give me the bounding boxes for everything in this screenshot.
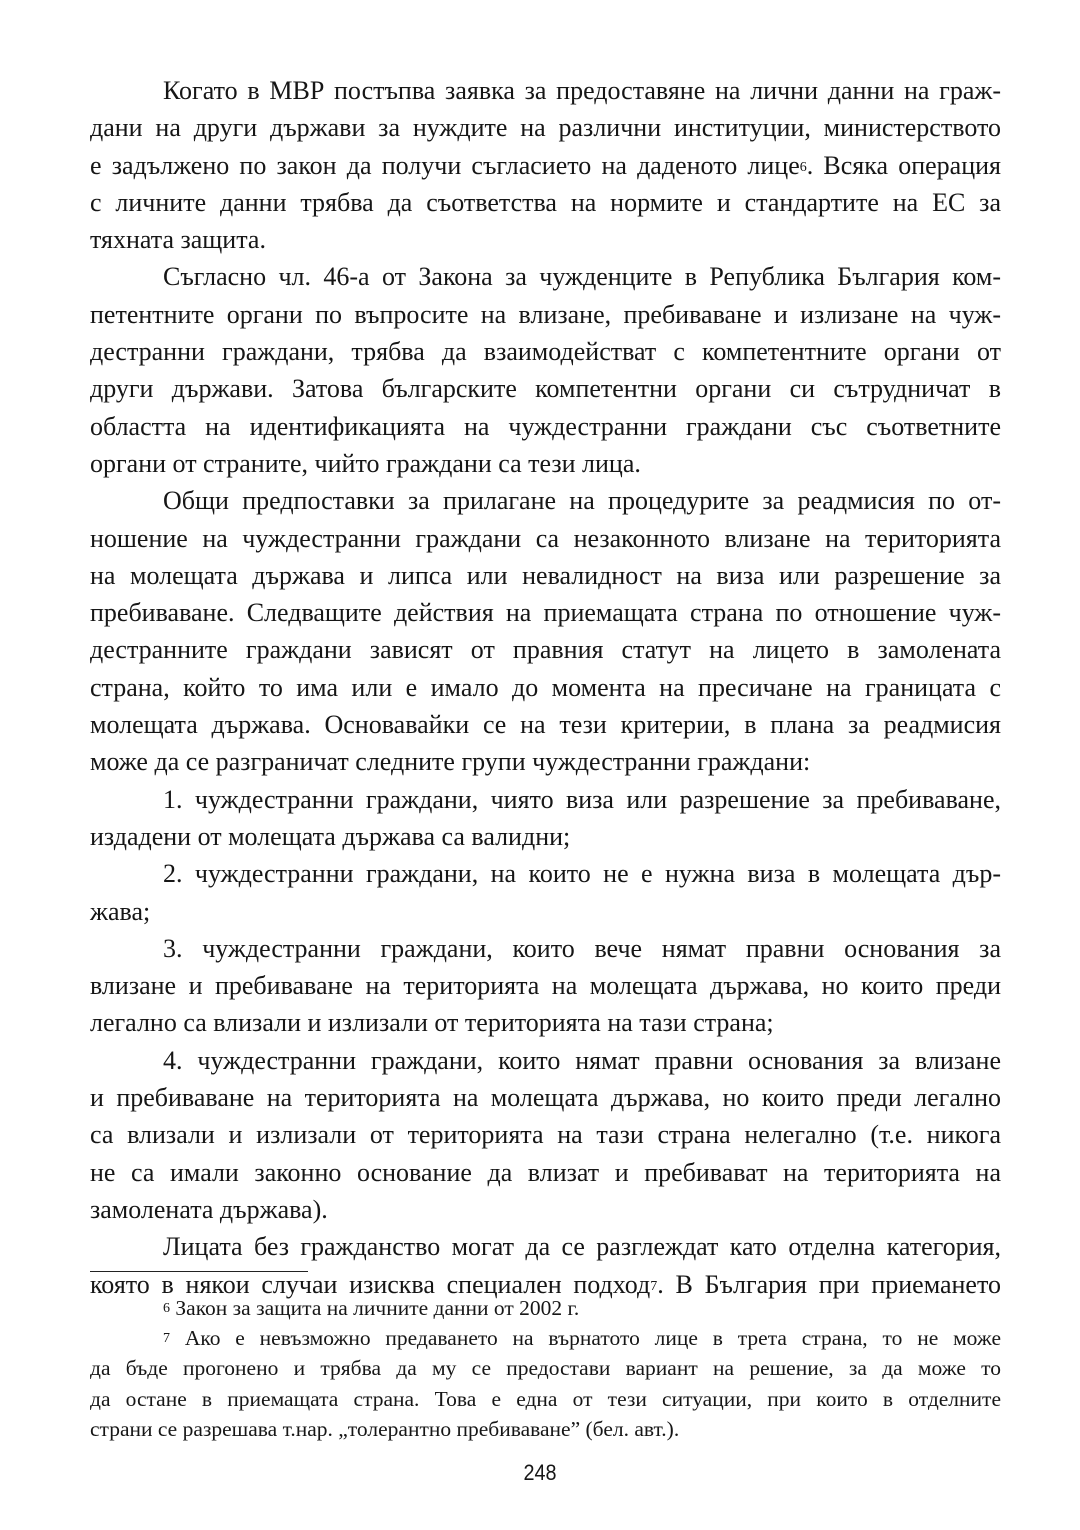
text-line: и пребиваване на територията на молещата държава, но които преди легално xyxy=(90,1083,1001,1113)
text-line: ношение на чуждестранни граждани са незаконното влизане на територията xyxy=(90,523,1001,553)
footnote-line: страни се разрешава т.нар. „толерантно пребиваване” (бел. авт.). xyxy=(90,1416,680,1441)
text-line: петентните органи по въпросите на влизане, пребиваване и излизане на чуж- xyxy=(90,299,1001,329)
footnote-number: 6 xyxy=(163,1301,170,1316)
text-line: молещата държава. Основавайки се на тези критерии, в плана за реадмисия xyxy=(90,710,1001,740)
text-line: влизане и пребиваване на територията на молещата държава, но които преди xyxy=(90,971,1001,1001)
text-line: областта на идентификацията на чуждестранни граждани със съответните xyxy=(90,411,1001,441)
text-segment: която в някои случаи изисква специален подход xyxy=(90,1269,651,1299)
text-line: замолената държава). xyxy=(90,1194,328,1224)
footnote-line: да бъде прогонено и трябва да му се предостави вариант на решение, за да може то xyxy=(90,1356,1001,1381)
paragraph xyxy=(90,258,1001,482)
body-text xyxy=(90,72,1001,1303)
footnote-line: да остане в приемащата страна. Това е една от тези ситуации, при които в отделните xyxy=(90,1386,1001,1411)
footnote-7 xyxy=(90,1323,1001,1444)
text-line xyxy=(90,147,1001,184)
text-line: дестранните граждани зависят от правния статут на лицето в замолената xyxy=(90,635,1001,665)
text-line: Когато в МВР постъпва заявка за предоставяне на лични данни на граж- xyxy=(163,76,1001,105)
text-line: Лицата без гражданство могат да се разглеждат като отделна категория, xyxy=(163,1232,1001,1262)
text-line: тяхната защита. xyxy=(90,225,266,255)
text-line: страна, който то има или е имало до момента на пресичане на границата с xyxy=(90,672,1001,702)
footnote-text: Ако е невъзможно предаването на върнатото лице в трета страна, то не може xyxy=(184,1326,1002,1351)
text-line: легално са влизали и излизали от територията на тази страна; xyxy=(90,1008,774,1038)
footnote-6 xyxy=(90,1293,1001,1323)
footnote-separator xyxy=(90,1271,308,1272)
text-line: пребиваване. Следващите действия на приемащата страна по отношение чуж- xyxy=(90,598,1001,628)
list-item xyxy=(90,855,1001,930)
text-segment: . Всяка операция xyxy=(806,150,1001,180)
list-item xyxy=(90,781,1001,856)
text-line: жава; xyxy=(90,896,151,926)
footnote-text: Закон за защита на личните данни от 2002 г. xyxy=(175,1296,580,1320)
text-line: на молещата държава и липса или невалидност на виза или разрешение за xyxy=(90,560,1001,590)
list-item xyxy=(90,1042,1001,1228)
text-line: 1. чуждестранни граждани, чиято виза или разрешение за пребиваване, xyxy=(163,784,1001,814)
text-line: дестранни граждани, трябва да взаимодействат с компетентните органи от xyxy=(90,337,1001,367)
text-line: с личните данни трябва да съответства на нормите и стандартите на ЕС за xyxy=(90,187,1001,217)
text-line: може да се разграничат следните групи чуждестранни граждани: xyxy=(90,747,811,777)
page-number: 248 xyxy=(523,1460,557,1485)
paragraph xyxy=(90,72,1001,258)
text-line: 4. чуждестранни граждани, които нямат правни основания за влизане xyxy=(163,1045,1001,1075)
footnote-line xyxy=(90,1323,1001,1353)
footnote-reference: 6 xyxy=(799,159,807,175)
text-line: органи от страните, чийто граждани са тези лица. xyxy=(90,448,641,478)
text-segment: е задължено по закон да получи съгласието на даденото лице xyxy=(90,150,800,180)
text-line: са влизали и излизали от територията на тази страна нелегално (т.е. никога xyxy=(90,1120,1001,1150)
footnote-reference: 7 xyxy=(650,1278,658,1294)
text-line: не са имали законно основание да влизат и пребивават на територията на xyxy=(90,1157,1001,1187)
text-line: 3. чуждестранни граждани, които вече нямат правни основания за xyxy=(163,933,1001,963)
list-item xyxy=(90,930,1001,1042)
text-segment: . В България при приемането xyxy=(657,1269,1001,1299)
paragraph xyxy=(90,482,1001,780)
text-line: 2. чуждестранни граждани, на които не е нужна виза в молещата дър- xyxy=(163,859,1001,889)
footnote-line xyxy=(90,1293,1001,1323)
footnote-number: 7 xyxy=(163,1331,170,1347)
text-line: Общи предпоставки за прилагане на процедурите за реадмисия по от- xyxy=(163,486,1001,516)
footnotes xyxy=(90,1293,1001,1444)
text-line: Съгласно чл. 46-а от Закона за чужденците в Република България ком- xyxy=(163,262,1001,292)
paragraph xyxy=(90,1228,1001,1303)
text-line: други държави. Затова българските компетентни органи си сътрудничат в xyxy=(90,374,1001,404)
text-line: дани на други държави за нуждите на различни институции, министерството xyxy=(90,113,1001,143)
text-line: издадени от молещата държава са валидни; xyxy=(90,821,571,851)
